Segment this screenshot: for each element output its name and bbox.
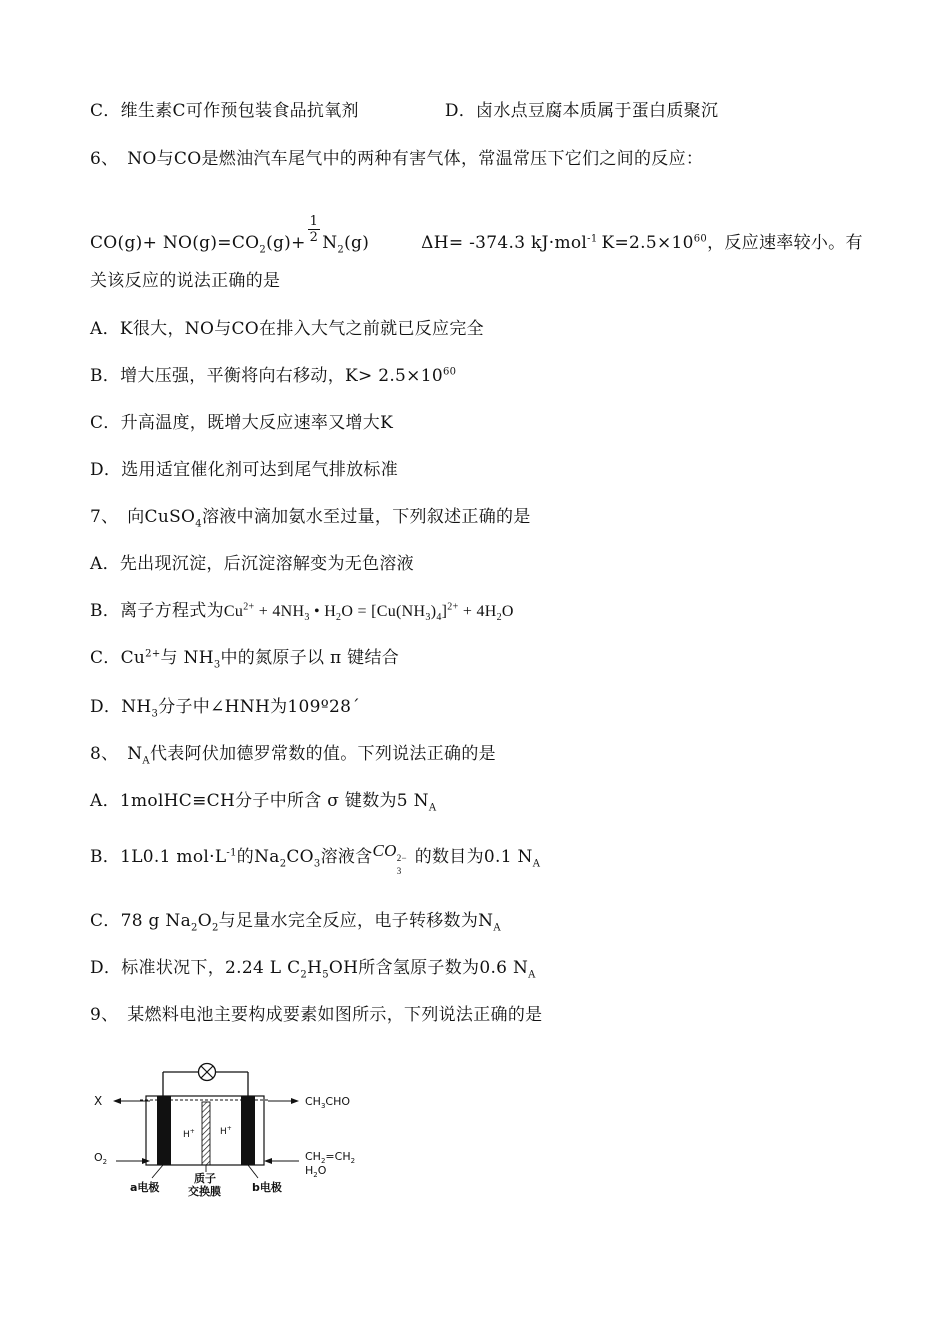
membrane-label-1: 质子 <box>194 1172 216 1185</box>
q7-option-b: B．离子方程式为$Cu^{2+} + 4NH_3$ • $H_2O = [Cu(NH_3)_4]^{2+} + 4H_2O$ <box>90 601 514 624</box>
arrow-left-icon <box>113 1098 121 1104</box>
water-label: $H_2O$ <box>305 1164 327 1179</box>
q5-option-c: C．维生素C可作预包装食品抗氧剂 <box>90 101 359 121</box>
svg-text:H+: H+ <box>183 1128 195 1140</box>
ionic-equation: $Cu^{2+} + 4NH_3$ • $H_2O = [Cu(NH_3)_4]^{2+} + 4H_2O$ <box>223 601 514 624</box>
bulb-icon <box>199 1064 216 1081</box>
o2-label: $O_2$ <box>94 1151 108 1166</box>
q6-stem: 6、 NO与CO是燃油汽车尾气中的两种有害气体，常温常压下它们之间的反应： <box>90 149 704 169</box>
q6-stem-cont: 关该反应的说法正确的是 <box>90 271 281 291</box>
b-electrode <box>241 1096 255 1165</box>
h-plus-left: H <box>183 1130 190 1140</box>
q5-option-d: D．卤水点豆腐本质属于蛋白质聚沉 <box>444 101 719 121</box>
h-plus-right: H <box>220 1127 227 1137</box>
q8-option-b: B．1L0.1 $mol\cdot L^{-1}$的$Na_2CO_3$溶液含CO 2− 3 的数目为0.1 $N_A$ <box>90 841 541 876</box>
a-electrode-label: a电极 <box>130 1181 160 1194</box>
q7-option-c: C．$Cu^{2+}$与 $NH_3$中的氮原子以 π 键结合 <box>90 648 400 671</box>
q7-stem: 7、 向CuSO$_4$溶液中滴加氨水至过量，下列叙述正确的是 <box>90 507 531 530</box>
arrow-left-icon <box>264 1158 272 1164</box>
acetaldehyde-label: $CH_3CHO$ <box>305 1095 351 1110</box>
q7-option-a: A．先出现沉淀，后沉淀溶解变为无色溶液 <box>90 554 414 574</box>
q6-equation: $CO(g)+ NO(g)=CO_2(g)+$ $\frac{1}{2}$ $N_2(g)$ ΔH= -374.3 kJ·mol$^{-1}$ $K=2.5\times 10^{60}$，反应速率较小。有 <box>90 214 863 256</box>
ethylene-label: $CH_2=CH_2$ <box>305 1150 356 1165</box>
q6-option-a: A．K很大，NO与CO在排入大气之前就已反应完全 <box>90 319 484 339</box>
equilibrium-constant: K=2.5×10 <box>601 233 694 253</box>
q7-option-d: D．$NH_3$分子中∠HNH为109º28ˊ <box>90 697 361 720</box>
x-label: X <box>94 1094 103 1108</box>
membrane-label-2: 交换膜 <box>188 1185 221 1198</box>
half-fraction: $\frac{1}{2}$ <box>309 214 319 245</box>
arrow-right-icon <box>291 1098 299 1104</box>
q8-option-d: D．标准状况下，2.24 L $C_2H_5OH$所含氢原子数为0.6 $N_A$ <box>90 958 536 981</box>
q8-stem: 8、 $N_A$代表阿伏加德罗常数的值。下列说法正确的是 <box>90 744 496 767</box>
b-electrode-label: b电极 <box>252 1181 282 1194</box>
q8-option-a: A．1molHC≡CH分子中所含 σ 键数为5 $N_A$ <box>90 791 437 814</box>
enthalpy-value: ΔH= -374.3 kJ·mol <box>421 233 588 253</box>
q9-stem: 9、 某燃料电池主要构成要素如图所示，下列说法正确的是 <box>90 1005 543 1025</box>
a-electrode <box>157 1096 171 1165</box>
q6-option-d: D．选用适宜催化剂可达到尾气排放标准 <box>90 460 399 480</box>
carbonate-ion: CO 2− 3 <box>372 841 407 876</box>
proton-exchange-membrane <box>202 1102 210 1165</box>
svg-text:H+: H+ <box>220 1125 232 1137</box>
q8-option-c: C．78 g $Na_2O_2$与足量水完全反应，电子转移数为$N_A$ <box>90 911 501 934</box>
fuel-cell-diagram <box>90 1060 390 1205</box>
q5-options-line <box>90 100 718 122</box>
q6-option-c: C．升高温度，既增大反应速率又增大K <box>90 413 394 433</box>
q6-option-b: B．增大压强，平衡将向右移动，$K> 2.5\times 10^{60}$ <box>90 366 457 386</box>
